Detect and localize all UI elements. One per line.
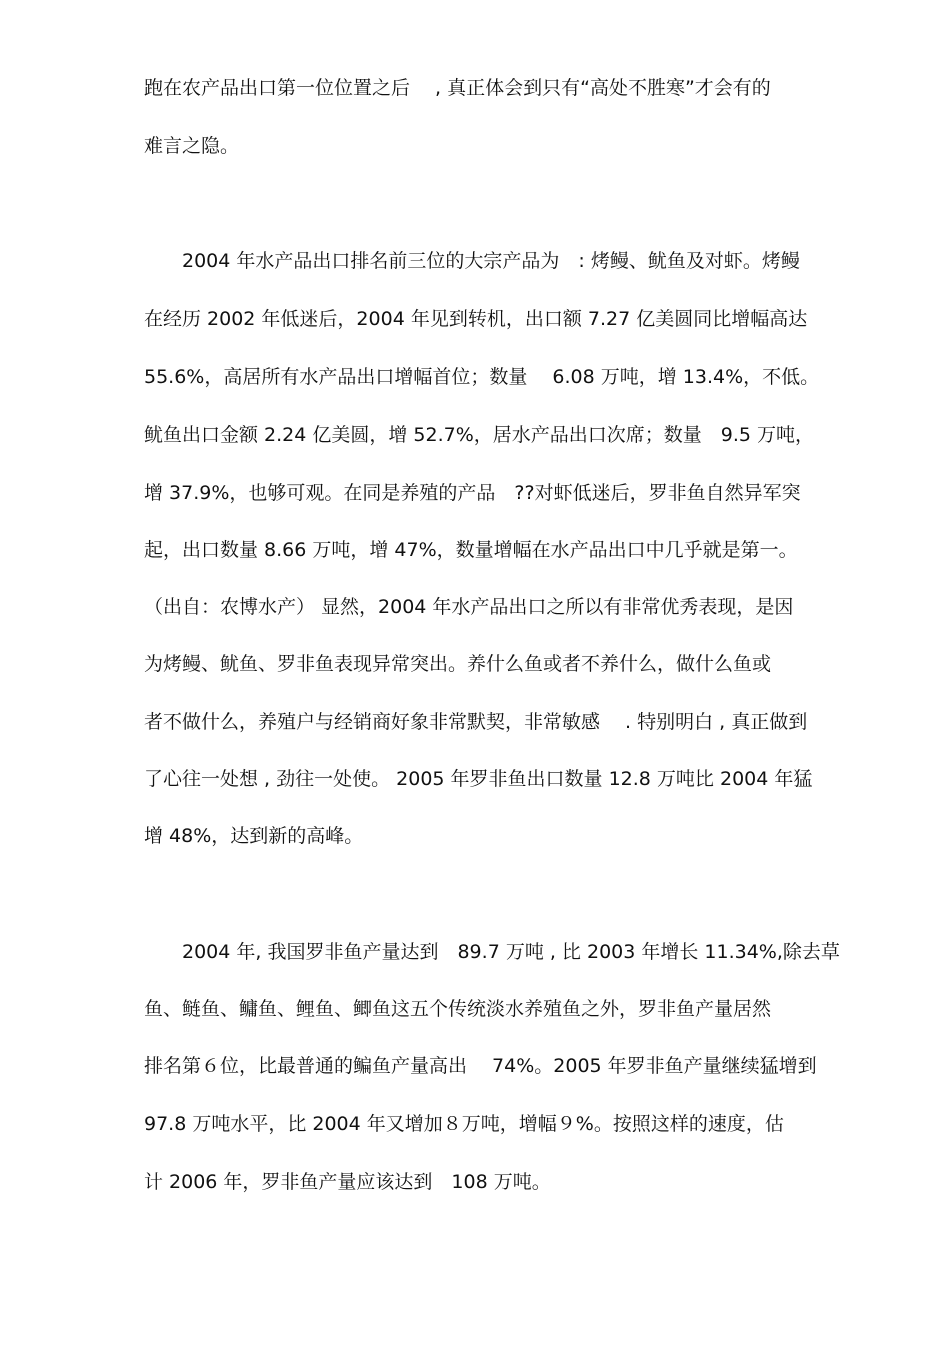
text-line: 在经历 2002 年低迷后，2004 年见到转机，出口额 7.27 亿美圆同比增幅高达 (144, 308, 808, 330)
text-line: 2004 年水产品出口排名前三位的大宗产品为 : 烤鳗、鱿鱼及对虾。烤鳗 (144, 250, 800, 272)
text-line: 鱿鱼出口金额 2.24 亿美圆，增 52.7%，居水产品出口次席；数量 9.5 万吨， (144, 424, 815, 446)
text-line: 97.8 万吨水平，比 2004 年又增加８万吨，增幅９%。按照这样的速度，估 (144, 1113, 784, 1135)
text-line: 者不做什么，养殖户与经销商好象非常默契，非常敏感 . 特别明白 , 真正做到 (144, 711, 808, 733)
text-line: 了心往一处想 , 劲往一处使。 2005 年罗非鱼出口数量 12.8 万吨比 2004 年猛 (144, 768, 813, 790)
text-line: 为烤鳗、鱿鱼、罗非鱼表现异常突出。养什么鱼或者不养什么，做什么鱼或 (144, 653, 772, 675)
text-line: （出自：农博水产） 显然，2004 年水产品出口之所以有非常优秀表现，是因 (144, 596, 794, 618)
text-line: 2004 年, 我国罗非鱼产量达到 89.7 万吨 , 比 2003 年增长 11.34%,除去草 (144, 941, 840, 963)
text-line: 起，出口数量 8.66 万吨，增 47%，数量增幅在水产品出口中几乎就是第一。 (144, 539, 798, 561)
text-line: 鱼、鲢鱼、鳙鱼、鲤鱼、鲫鱼这五个传统淡水养殖鱼之外，罗非鱼产量居然 (144, 998, 772, 1020)
text-line: 55.6%，高居所有水产品出口增幅首位；数量 6.08 万吨，增 13.4%，不低。 (144, 366, 820, 388)
text-line: 计 2006 年，罗非鱼产量应该达到 108 万吨。 (144, 1171, 551, 1193)
text-line: 增 48%，达到新的高峰。 (144, 825, 364, 847)
text-line: 排名第６位，比最普通的鳊鱼产量高出 74%。2005 年罗非鱼产量继续猛增到 (144, 1055, 817, 1077)
text-line: 增 37.9%，也够可观。在同是养殖的产品 ??对虾低迷后，罗非鱼自然异军突 (144, 482, 801, 504)
text-line: 难言之隐。 (144, 135, 240, 157)
text-line: 跑在农产品出口第一位位置之后 , 真正体会到只有“高处不胜寒”才会有的 (144, 77, 771, 99)
